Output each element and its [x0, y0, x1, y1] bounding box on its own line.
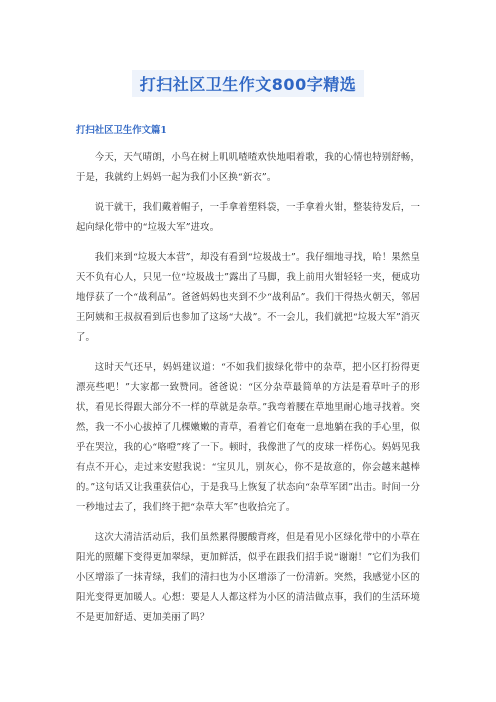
- document-title: 打扫社区卫生作文800字精选: [132, 70, 364, 97]
- section-heading: 打扫社区卫生作文篇1: [76, 125, 167, 136]
- paragraph-3: 我们来到“垃圾大本营”，却没有看到“垃圾战士”。我仔细地寻找，哈！果然皇天不负有心人，只见一位“垃圾战士”露出了马脚，我上前用火钳轻轻一夹，便成功地俘获了一个“战利品”。爸爸妈妈也夹到不少“战利品”。我们干得热火朝天，邻居王阿姨和王叔叔看到后也参加了这场“大战”。不一会儿，我们就把“垃圾大军”消灭了。: [76, 252, 420, 343]
- title-container: [0, 70, 496, 97]
- essay-body: [76, 148, 420, 638]
- paragraph-4: 这时天气还早，妈妈建议道：“不如我们拔绿化带中的杂草，把小区打扮得更漂亮些吧！”大家都一致赞同。爸爸说：“区分杂草最简单的方法是看草叶子的形状，看见长得跟大部分不一样的草就是杂草。”我弯着腰在草地里耐心地寻找着。突然，我一不小心拔掉了几棵嫩嫩的青草，看着它们奄奄一息地躺在我的手心里，似乎在哭泣，我的心“咯噔”疼了一下。顿时，我像泄了气的皮球一样伤心。妈妈见我有点不开心，走过来安慰我说：“宝贝儿，别灰心，你不是故意的，你会越来越棒的。”这句话又让我重获信心，于是我马上恢复了状态向“杂草军团”出击。时间一分一秒地过去了，我们终于把“杂草大军”也收拾完了。: [76, 362, 420, 513]
- paragraph-1: 今天，天气晴朗，小鸟在树上叽叽喳喳欢快地唱着歌，我的心情也特别舒畅，于是，我就约上妈妈一起为我们小区换“新衣”。: [76, 152, 420, 183]
- paragraph-5: 这次大清洁活动后，我们虽然累得腰酸背疼，但是看见小区绿化带中的小草在阳光的照耀下变得更加翠绿，更加鲜活，似乎在跟我们招手说“谢谢！”它们为我们小区增添了一抹青绿，我们的清扫也为小区增添了一份清新。突然，我感觉小区的阳光变得更加暖人。心想：要是人人都这样为小区的清洁做点事，我们的生活环境不是更加舒适、更加美丽了吗？: [76, 532, 420, 623]
- paragraph-2: 说干就干，我们戴着帽子，一手拿着塑料袋，一手拿着火钳，整装待发后，一起向绿化带中的“垃圾大军”进攻。: [76, 202, 420, 233]
